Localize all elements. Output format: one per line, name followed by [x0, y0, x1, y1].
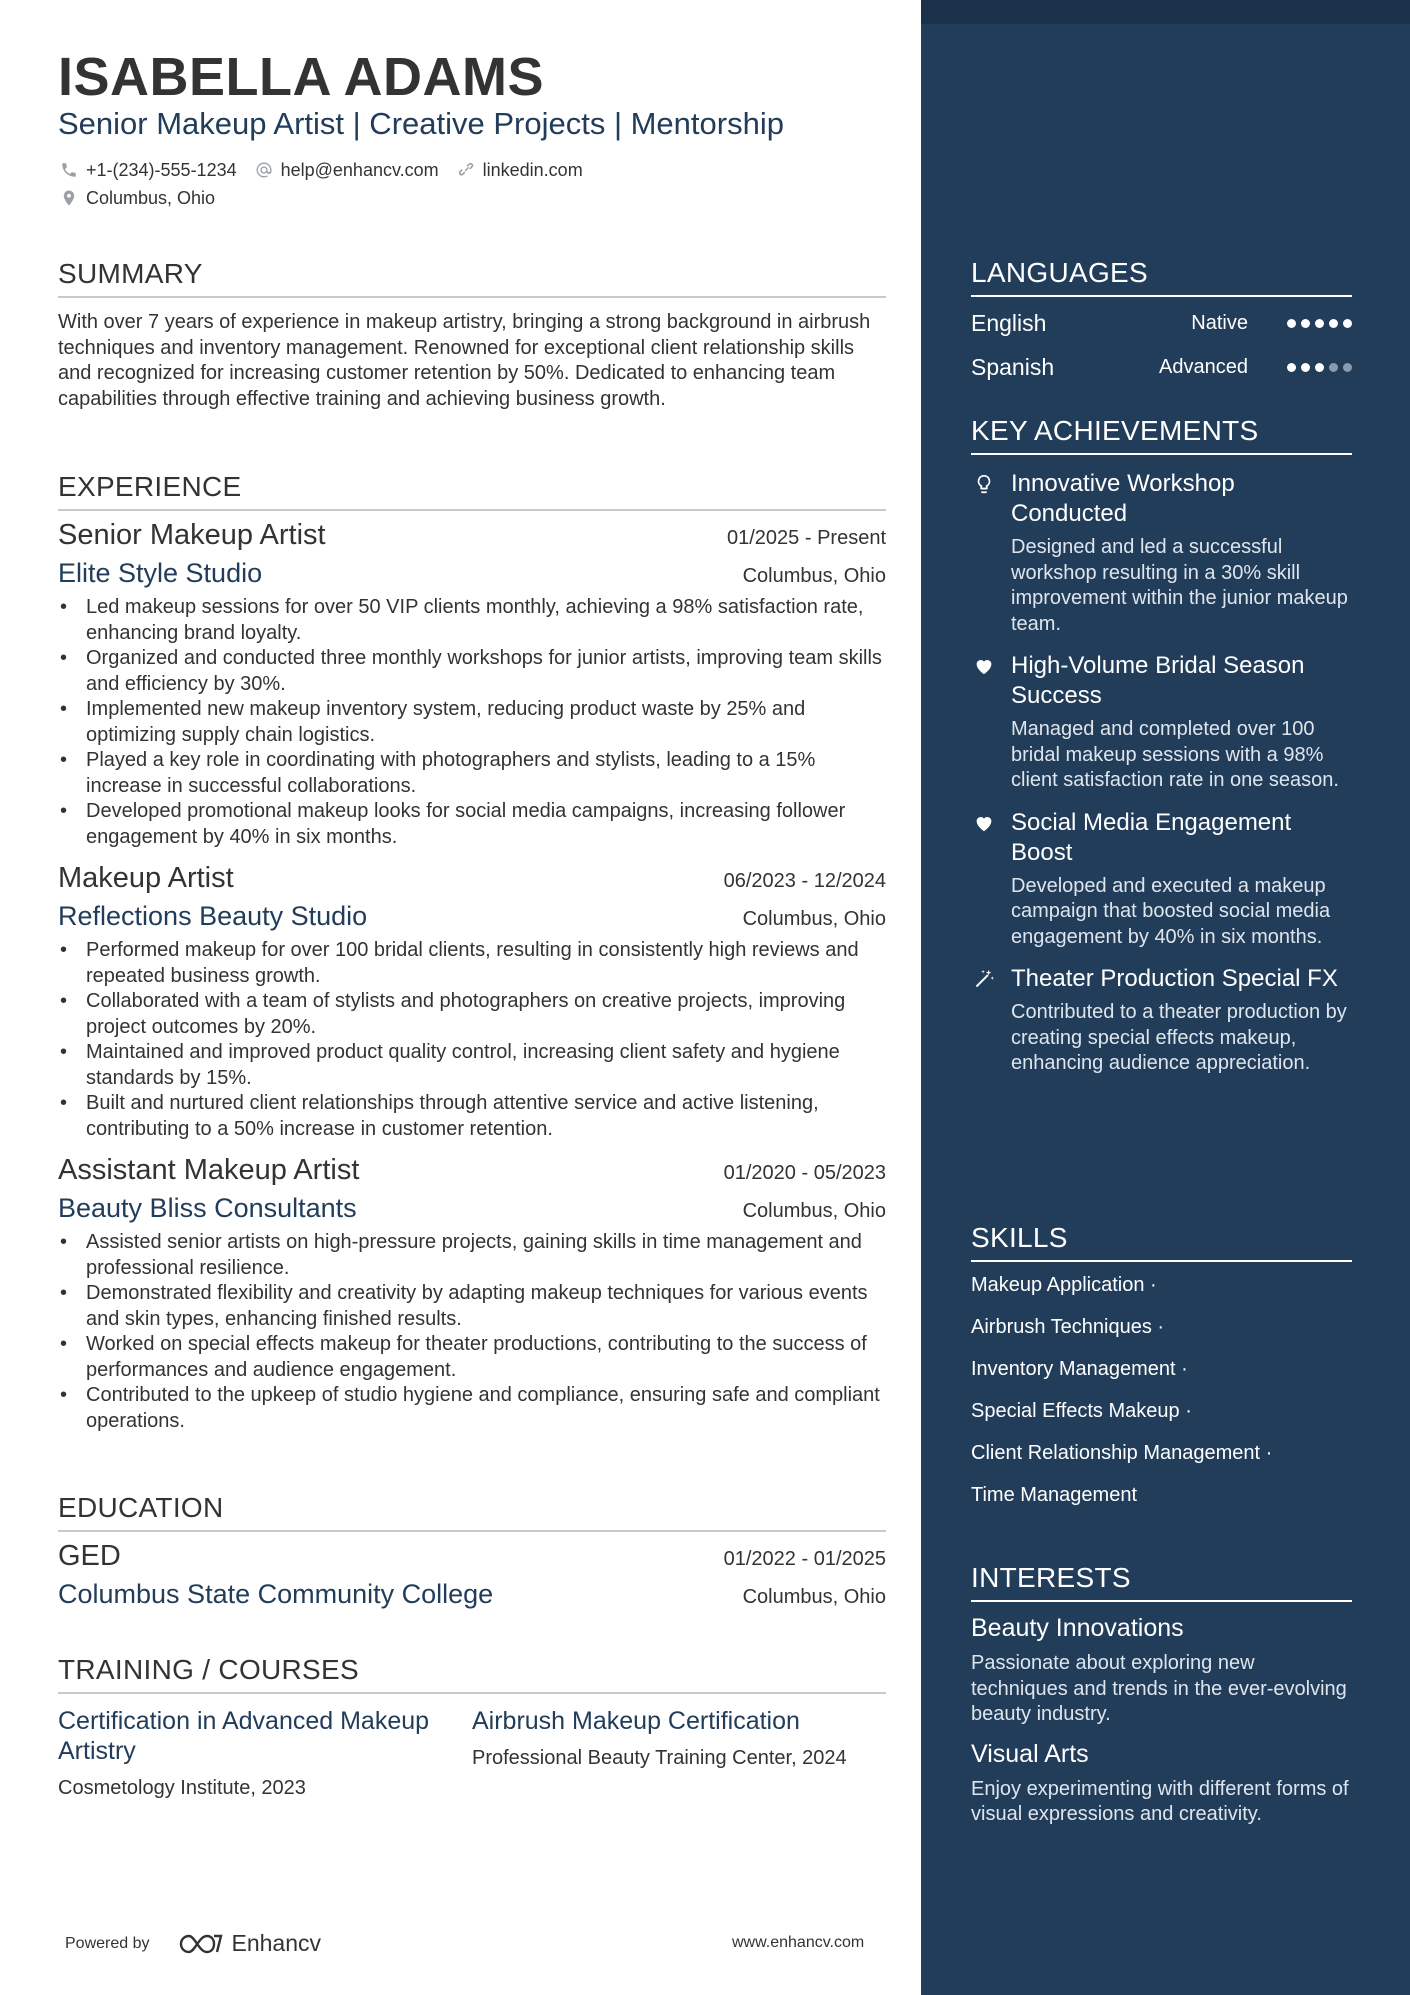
- course-title: Certification in Advanced Makeup Artistry: [58, 1707, 430, 1765]
- job-entry: [58, 862, 886, 1142]
- email-contact[interactable]: [255, 160, 439, 181]
- experience-heading: EXPERIENCE: [58, 471, 886, 511]
- skill-item: Time Management: [971, 1484, 1137, 1506]
- language-item: [971, 345, 1352, 389]
- bullet-item: • Led makeup sessions for over 50 VIP clients monthly, achieving a 98% satisfaction rate, enhancing brand loyalty.: [58, 595, 886, 646]
- course-entry: [58, 1706, 472, 1802]
- school-name: Columbus State Community College: [58, 1579, 494, 1609]
- achievement-item: [971, 651, 1352, 794]
- job-dates: 06/2023 - 12/2024: [723, 870, 886, 892]
- proficiency-dot: [1301, 363, 1310, 372]
- job-location: Columbus, Ohio: [742, 908, 886, 930]
- school-location: Columbus, Ohio: [742, 1586, 886, 1608]
- skill-item: Makeup Application ·: [971, 1274, 1157, 1296]
- bullet-item: • Demonstrated flexibility and creativity by adapting makeup techniques for various events and skin types, enhancing finished results.: [58, 1281, 886, 1332]
- bullet-item: • Collaborated with a team of stylists and photographers on creative projects, improving project outcomes by 20%.: [58, 989, 886, 1040]
- contact-info: [60, 158, 601, 214]
- interest-title: Beauty Innovations: [971, 1614, 1184, 1642]
- achievement-title: High-Volume Bridal Season Success: [1011, 652, 1305, 709]
- achievements-section: [971, 415, 1352, 1077]
- job-company: Elite Style Studio: [58, 558, 263, 588]
- job-location: Columbus, Ohio: [742, 565, 886, 587]
- job-location: Columbus, Ohio: [742, 1200, 886, 1222]
- proficiency-dot: [1315, 319, 1324, 328]
- bullet-item: • Assisted senior artists on high-pressure projects, gaining skills in time management and professional resilience.: [58, 1230, 886, 1281]
- job-role: Makeup Artist: [58, 862, 234, 894]
- course-provider: Cosmetology Institute, 2023: [58, 1777, 306, 1799]
- job-entry: [58, 519, 886, 850]
- summary-heading: SUMMARY: [58, 258, 886, 298]
- bullet-item: • Organized and conducted three monthly workshops for junior artists, improving team skills and efficiency by 30%.: [58, 646, 886, 697]
- heart-icon: [973, 812, 995, 834]
- course-entry: [472, 1706, 886, 1802]
- interest-item: [971, 1614, 1352, 1728]
- language-level: Advanced: [1159, 355, 1248, 378]
- bullet-item: • Built and nurtured client relationships through attentive service and active listening, contributing to a 50% increase in customer retention.: [58, 1091, 886, 1142]
- powered-by-text: Powered by: [65, 1934, 150, 1952]
- location-text: Columbus, Ohio: [86, 187, 216, 208]
- heart-icon: [973, 655, 995, 677]
- proficiency-dot: [1329, 319, 1338, 328]
- interests-section: [971, 1562, 1352, 1828]
- job-company: Beauty Bliss Consultants: [58, 1193, 357, 1223]
- job-company: Reflections Beauty Studio: [58, 901, 368, 931]
- skill-item: Inventory Management ·: [971, 1358, 1188, 1380]
- proficiency-dot: [1315, 363, 1324, 372]
- education-section: [58, 1492, 886, 1610]
- language-level: Native: [1191, 311, 1248, 334]
- languages-heading: LANGUAGES: [971, 257, 1352, 297]
- skill-item: Client Relationship Management ·: [971, 1442, 1273, 1464]
- achievement-desc: Managed and completed over 100 bridal makeup sessions with a 98% client satisfaction rate in one season.: [1011, 718, 1339, 791]
- bullet-item: • Worked on special effects makeup for theater productions, contributing to the success of performances and audience engagement.: [58, 1332, 886, 1383]
- job-bullets: [58, 595, 886, 850]
- phone-text: +1-(234)-555-1234: [86, 159, 237, 180]
- location-pin-icon: [60, 189, 78, 207]
- bullet-item: • Implemented new makeup inventory system, reducing product waste by 25% and optimizing supply chain logistics.: [58, 697, 886, 748]
- skills-heading: SKILLS: [971, 1222, 1352, 1262]
- proficiency-dots: [1282, 319, 1352, 328]
- interest-item: [971, 1740, 1352, 1828]
- skill-item: Airbrush Techniques ·: [971, 1316, 1165, 1338]
- achievement-title: Innovative Workshop Conducted: [1011, 470, 1235, 527]
- interest-title: Visual Arts: [971, 1739, 1089, 1768]
- enhancv-logo[interactable]: [178, 1930, 322, 1957]
- bullet-item: • Developed promotional makeup looks for social media campaigns, increasing follower engagement by 40% in six months.: [58, 799, 886, 850]
- degree: GED: [58, 1540, 121, 1572]
- job-role: Senior Makeup Artist: [58, 519, 326, 551]
- linkedin-contact[interactable]: [457, 160, 583, 181]
- experience-section: [58, 471, 886, 1434]
- at-icon: [255, 161, 273, 179]
- course-title: Airbrush Makeup Certification: [472, 1707, 800, 1735]
- bullet-item: • Contributed to the upkeep of studio hygiene and compliance, ensuring safe and compliant operations.: [58, 1383, 886, 1434]
- achievements-heading: KEY ACHIEVEMENTS: [971, 415, 1352, 455]
- job-role: Assistant Makeup Artist: [58, 1154, 360, 1186]
- skill-item: Special Effects Makeup ·: [971, 1400, 1192, 1422]
- proficiency-dot: [1329, 363, 1338, 372]
- lightbulb-icon: [973, 473, 995, 495]
- summary-section: [58, 258, 886, 412]
- bullet-item: • Played a key role in coordinating with photographers and stylists, leading to a 15% increase in successful collaborations.: [58, 748, 886, 799]
- interest-desc: Enjoy experimenting with different forms of visual expressions and creativity.: [971, 1777, 1349, 1825]
- training-heading: TRAINING / COURSES: [58, 1654, 886, 1694]
- achievement-title: Social Media Engagement Boost: [1011, 808, 1292, 866]
- language-item: [971, 301, 1352, 345]
- job-dates: 01/2025 - Present: [727, 527, 886, 549]
- bullet-item: • Performed makeup for over 100 bridal clients, resulting in consistently high reviews and repeated business growth.: [58, 938, 886, 989]
- summary-text: With over 7 years of experience in makeup artistry, bringing a strong background in airbrush techniques and inventory management. Renowned for exceptional client relationship skills and recognized for increasing customer retention by 50%. Dedicated to enhancing team capabilities through effective training and achieving business growth.: [58, 311, 871, 410]
- proficiency-dot: [1343, 319, 1352, 328]
- achievement-desc: Contributed to a theater production by creating special effects makeup, enhancing audience appreciation.: [1011, 1001, 1347, 1074]
- education-heading: EDUCATION: [58, 1492, 886, 1532]
- sidebar: [921, 0, 1410, 1995]
- education-dates: 01/2022 - 01/2025: [723, 1548, 886, 1570]
- bullet-item: • Maintained and improved product quality control, increasing client safety and hygiene standards by 15%.: [58, 1040, 886, 1091]
- achievement-desc: Designed and led a successful workshop resulting in a 30% skill improvement within the junior makeup team.: [1011, 536, 1348, 635]
- candidate-title: Senior Makeup Artist | Creative Projects | Mentorship: [58, 106, 784, 141]
- email-text: help@enhancv.com: [280, 159, 439, 180]
- course-provider: Professional Beauty Training Center, 2024: [472, 1747, 847, 1769]
- job-bullets: [58, 938, 886, 1142]
- footer-powered-by: [65, 1930, 321, 1957]
- link-icon: [457, 161, 475, 179]
- job-bullets: [58, 1230, 886, 1434]
- enhancv-brand-text: Enhancv: [231, 1930, 322, 1956]
- language-name: English: [971, 309, 1047, 336]
- achievement-desc: Developed and executed a makeup campaign that boosted social media engagement by 40% in six months.: [1011, 874, 1331, 948]
- training-section: [58, 1654, 886, 1802]
- linkedin-text: linkedin.com: [482, 159, 583, 180]
- location-contact: [60, 188, 215, 209]
- proficiency-dot: [1301, 319, 1310, 328]
- interest-desc: Passionate about exploring new techniques and trends in the ever-evolving beauty industry.: [971, 1652, 1347, 1725]
- job-dates: 01/2020 - 05/2023: [723, 1162, 886, 1184]
- proficiency-dots: [1282, 363, 1352, 372]
- achievement-item: [971, 469, 1352, 637]
- job-entry: [58, 1154, 886, 1434]
- footer-url[interactable]: www.enhancv.com: [732, 1934, 865, 1951]
- phone-contact[interactable]: [60, 160, 237, 181]
- enhancv-logo-icon: [178, 1931, 224, 1957]
- proficiency-dot: [1343, 363, 1352, 372]
- achievement-item: [971, 964, 1352, 1077]
- achievement-item: [971, 808, 1352, 951]
- achievement-title: Theater Production Special FX: [1011, 965, 1338, 992]
- proficiency-dot: [1287, 319, 1296, 328]
- phone-icon: [60, 161, 78, 179]
- magic-wand-icon: [973, 968, 995, 990]
- sidebar-top-bar: [921, 0, 1410, 24]
- languages-section: [971, 257, 1352, 389]
- language-name: Spanish: [971, 353, 1055, 380]
- education-entry: [58, 1540, 886, 1610]
- skills-section: [971, 1222, 1352, 1516]
- candidate-name: ISABELLA ADAMS: [58, 47, 544, 107]
- interests-heading: INTERESTS: [971, 1562, 1352, 1602]
- proficiency-dot: [1287, 363, 1296, 372]
